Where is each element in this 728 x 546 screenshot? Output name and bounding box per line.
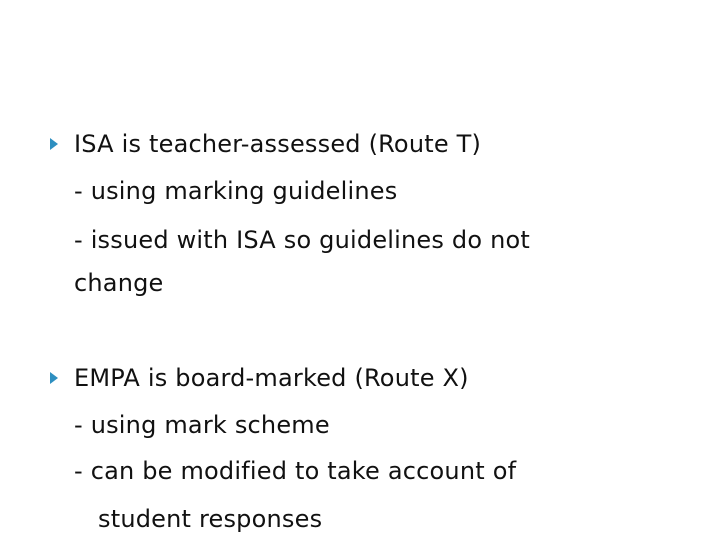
bullet-sub-line: student responses [98, 505, 323, 533]
bullet-sub-line: - using mark scheme [74, 411, 330, 439]
bullet-sub-line: - issued with ISA so guidelines do not [74, 226, 530, 254]
bullet-arrow-icon [50, 138, 58, 150]
bullet-arrow-icon [50, 372, 58, 384]
bullet-heading: EMPA is board-marked (Route X) [74, 364, 469, 392]
bullet-sub-line: - using marking guidelines [74, 177, 398, 205]
bullet-sub-line: - can be modified to take account of [74, 457, 517, 485]
bullet-heading: ISA is teacher-assessed (Route T) [74, 130, 482, 158]
bullet-sub-line: change [74, 269, 164, 297]
